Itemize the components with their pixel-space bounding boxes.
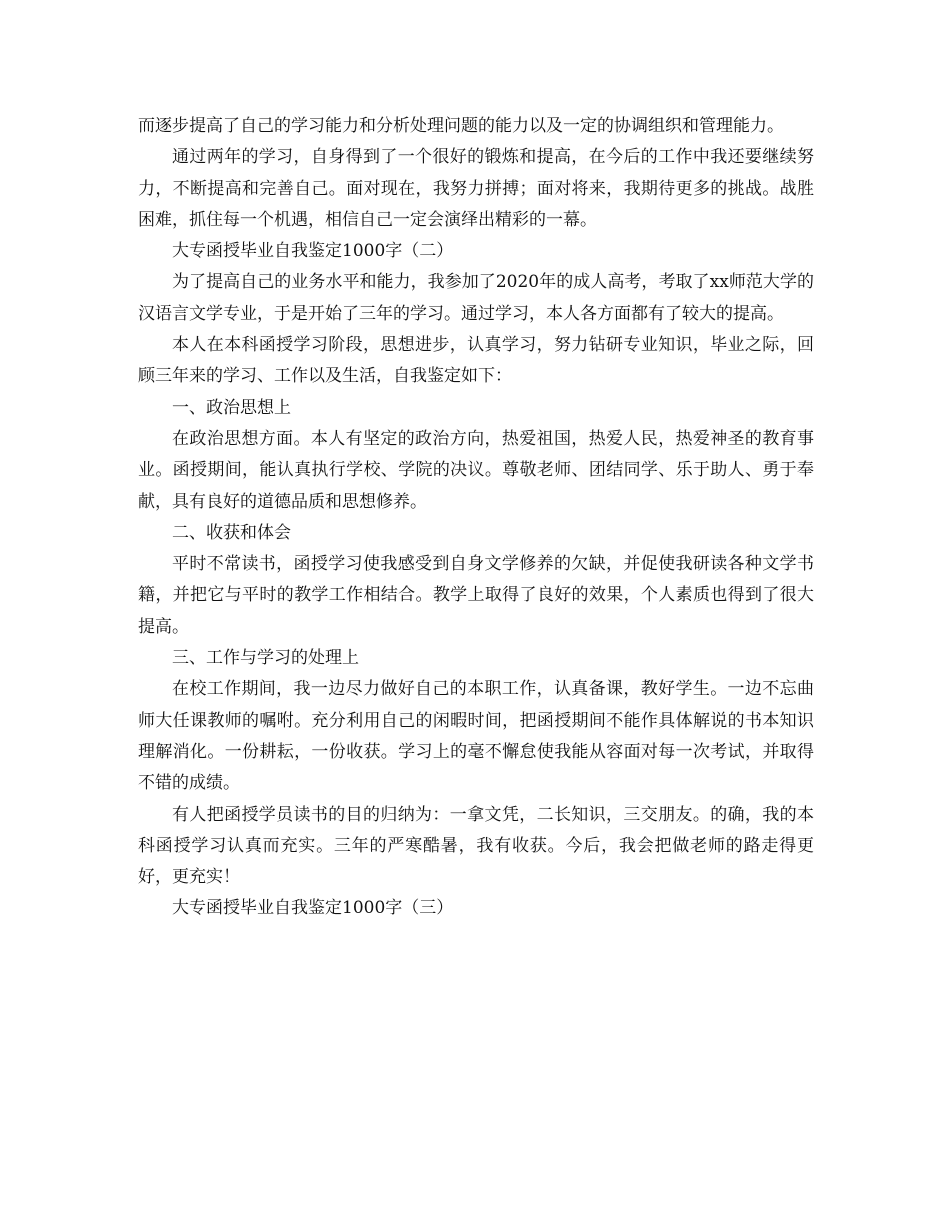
paragraph-study-summary: 通过两年的学习，自身得到了一个很好的锻炼和提高，在今后的工作中我还要继续努力，不断提高和完善自己。面对现在，我努力拼搏；面对将来，我期待更多的挑战。战胜困难，抓住每一个机遇，相信自己一定会演绎出精彩的一幕。 [138, 147, 814, 230]
paragraph-conclusion: 有人把函授学员读书的目的归纳为：一拿文凭，二长知识，三交朋友。的确，我的本科函授学习认真而充实。三年的严寒酷暑，我有收获。今后，我会把做老师的路走得更好，更充实！ [138, 804, 814, 888]
paragraph-overview: 本人在本科函授学习阶段，思想进步，认真学习，努力钻研专业知识，毕业之际，回顾三年来的学习、工作以及生活，自我鉴定如下： [138, 335, 814, 387]
paragraph-politics: 在政治思想方面。本人有坚定的政治方向，热爱祖国，热爱人民，热爱神圣的教育事业。函授期间，能认真执行学校、学院的决议。尊敬老师、团结同学、乐于助人、勇于奉献，具有良好的道德品质和思想修养。 [138, 428, 814, 512]
subheading-work-study: 三、工作与学习的处理上 [172, 648, 359, 669]
section-heading-three: 大专函授毕业自我鉴定1000字（三） [172, 898, 454, 919]
document-body [138, 111, 814, 925]
subheading-politics: 一、政治思想上 [172, 397, 291, 418]
paragraph-intro: 为了提高自己的业务水平和能力，我参加了2020年的成人高考，考取了xx师范大学的汉语言文学专业，于是开始了三年的学习。通过学习，本人各方面都有了较大的提高。 [138, 272, 814, 324]
paragraph-gains: 平时不常读书，函授学习使我感受到自身文学修养的欠缺，并促使我研读各种文学书籍，并把它与平时的教学工作相结合。教学上取得了良好的效果，个人素质也得到了很大提高。 [138, 554, 814, 637]
paragraph-continuation: 而逐步提高了自己的学习能力和分析处理问题的能力以及一定的协调组织和管理能力。 [138, 116, 784, 136]
section-heading-two: 大专函授毕业自我鉴定1000字（二） [172, 241, 454, 262]
subheading-gains: 二、收获和体会 [172, 522, 291, 543]
paragraph-work-study: 在校工作期间，我一边尽力做好自己的本职工作，认真备课，教好学生。一边不忘曲师大任课教师的嘱咐。充分利用自己的闲暇时间，把函授期间不能作具体解说的书本知识理解消化。一份耕耘，一份收获。学习上的毫不懈怠使我能从容面对每一次考试，并取得不错的成绩。 [138, 679, 814, 794]
